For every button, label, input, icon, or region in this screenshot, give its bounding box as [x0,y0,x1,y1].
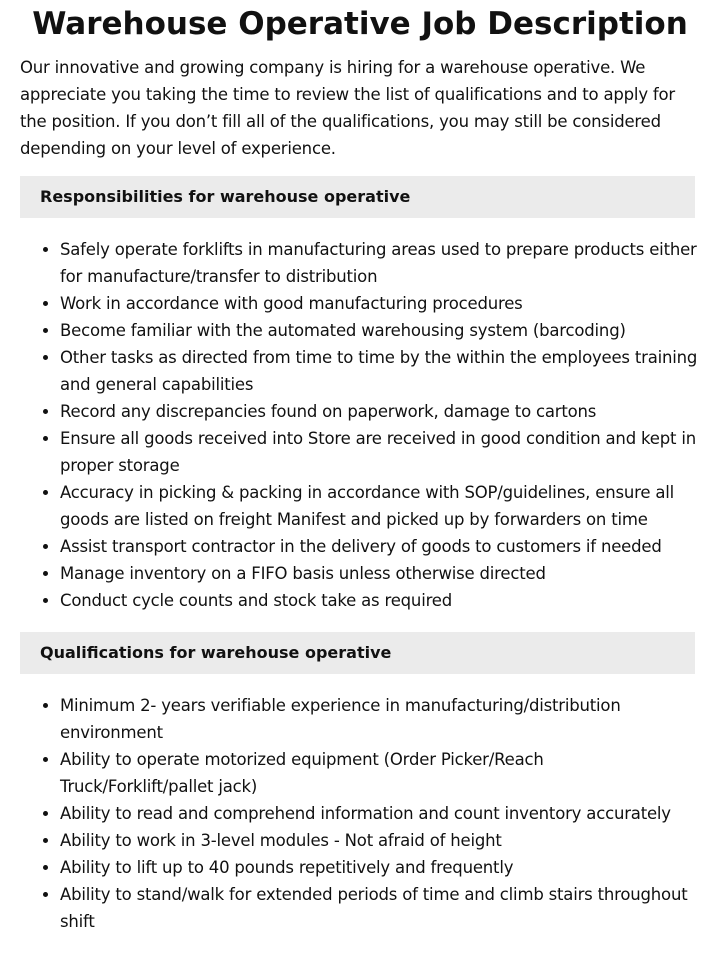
list-item: • Accuracy in picking & packing in accordance with SOP/guidelines, ensure all goods are listed on freight Manifest and picked up by forwarders on time [60,479,700,533]
list-item: • Safely operate forklifts in manufacturing areas used to prepare products either for manufacture/transfer to distribution [60,236,700,290]
list-item: • Work in accordance with good manufacturing procedures [60,290,700,317]
list-item: • Ability to read and comprehend information and count inventory accurately [60,800,700,827]
intro-paragraph: Our innovative and growing company is hiring for a warehouse operative. We appreciate you taking the time to review the list of qualifications and to apply for the position. If you don’t fill all of the qualifications, you may still be considered depending on your level of experience. [20,58,676,158]
list-item: • Record any discrepancies found on paperwork, damage to cartons [60,398,700,425]
list-item: • Ability to operate motorized equipment (Order Picker/Reach Truck/Forklift/pallet jack) [60,746,700,800]
section-list [20,692,700,935]
section-heading: Responsibilities for warehouse operative [20,176,695,218]
list-item: • Minimum 2- years verifiable experience in manufacturing/distribution environment [60,692,700,746]
list-item: • Manage inventory on a FIFO basis unless otherwise directed [60,560,700,587]
list-item: • Ability to stand/walk for extended periods of time and climb stairs throughout shift [60,881,700,935]
list-item: • Become familiar with the automated warehousing system (barcoding) [60,317,700,344]
section-list [20,236,700,614]
list-item: • Ability to lift up to 40 pounds repetitively and frequently [60,854,700,881]
list-item: • Conduct cycle counts and stock take as required [60,587,700,614]
list-item: • Ability to work in 3-level modules - Not afraid of height [60,827,700,854]
page-title: Warehouse Operative Job Description [32,6,688,42]
list-item: • Ensure all goods received into Store are received in good condition and kept in proper storage [60,425,700,479]
list-item: • Assist transport contractor in the delivery of goods to customers if needed [60,533,700,560]
list-item: • Other tasks as directed from time to time by the within the employees training and general capabilities [60,344,700,398]
section-heading: Qualifications for warehouse operative [20,632,695,674]
